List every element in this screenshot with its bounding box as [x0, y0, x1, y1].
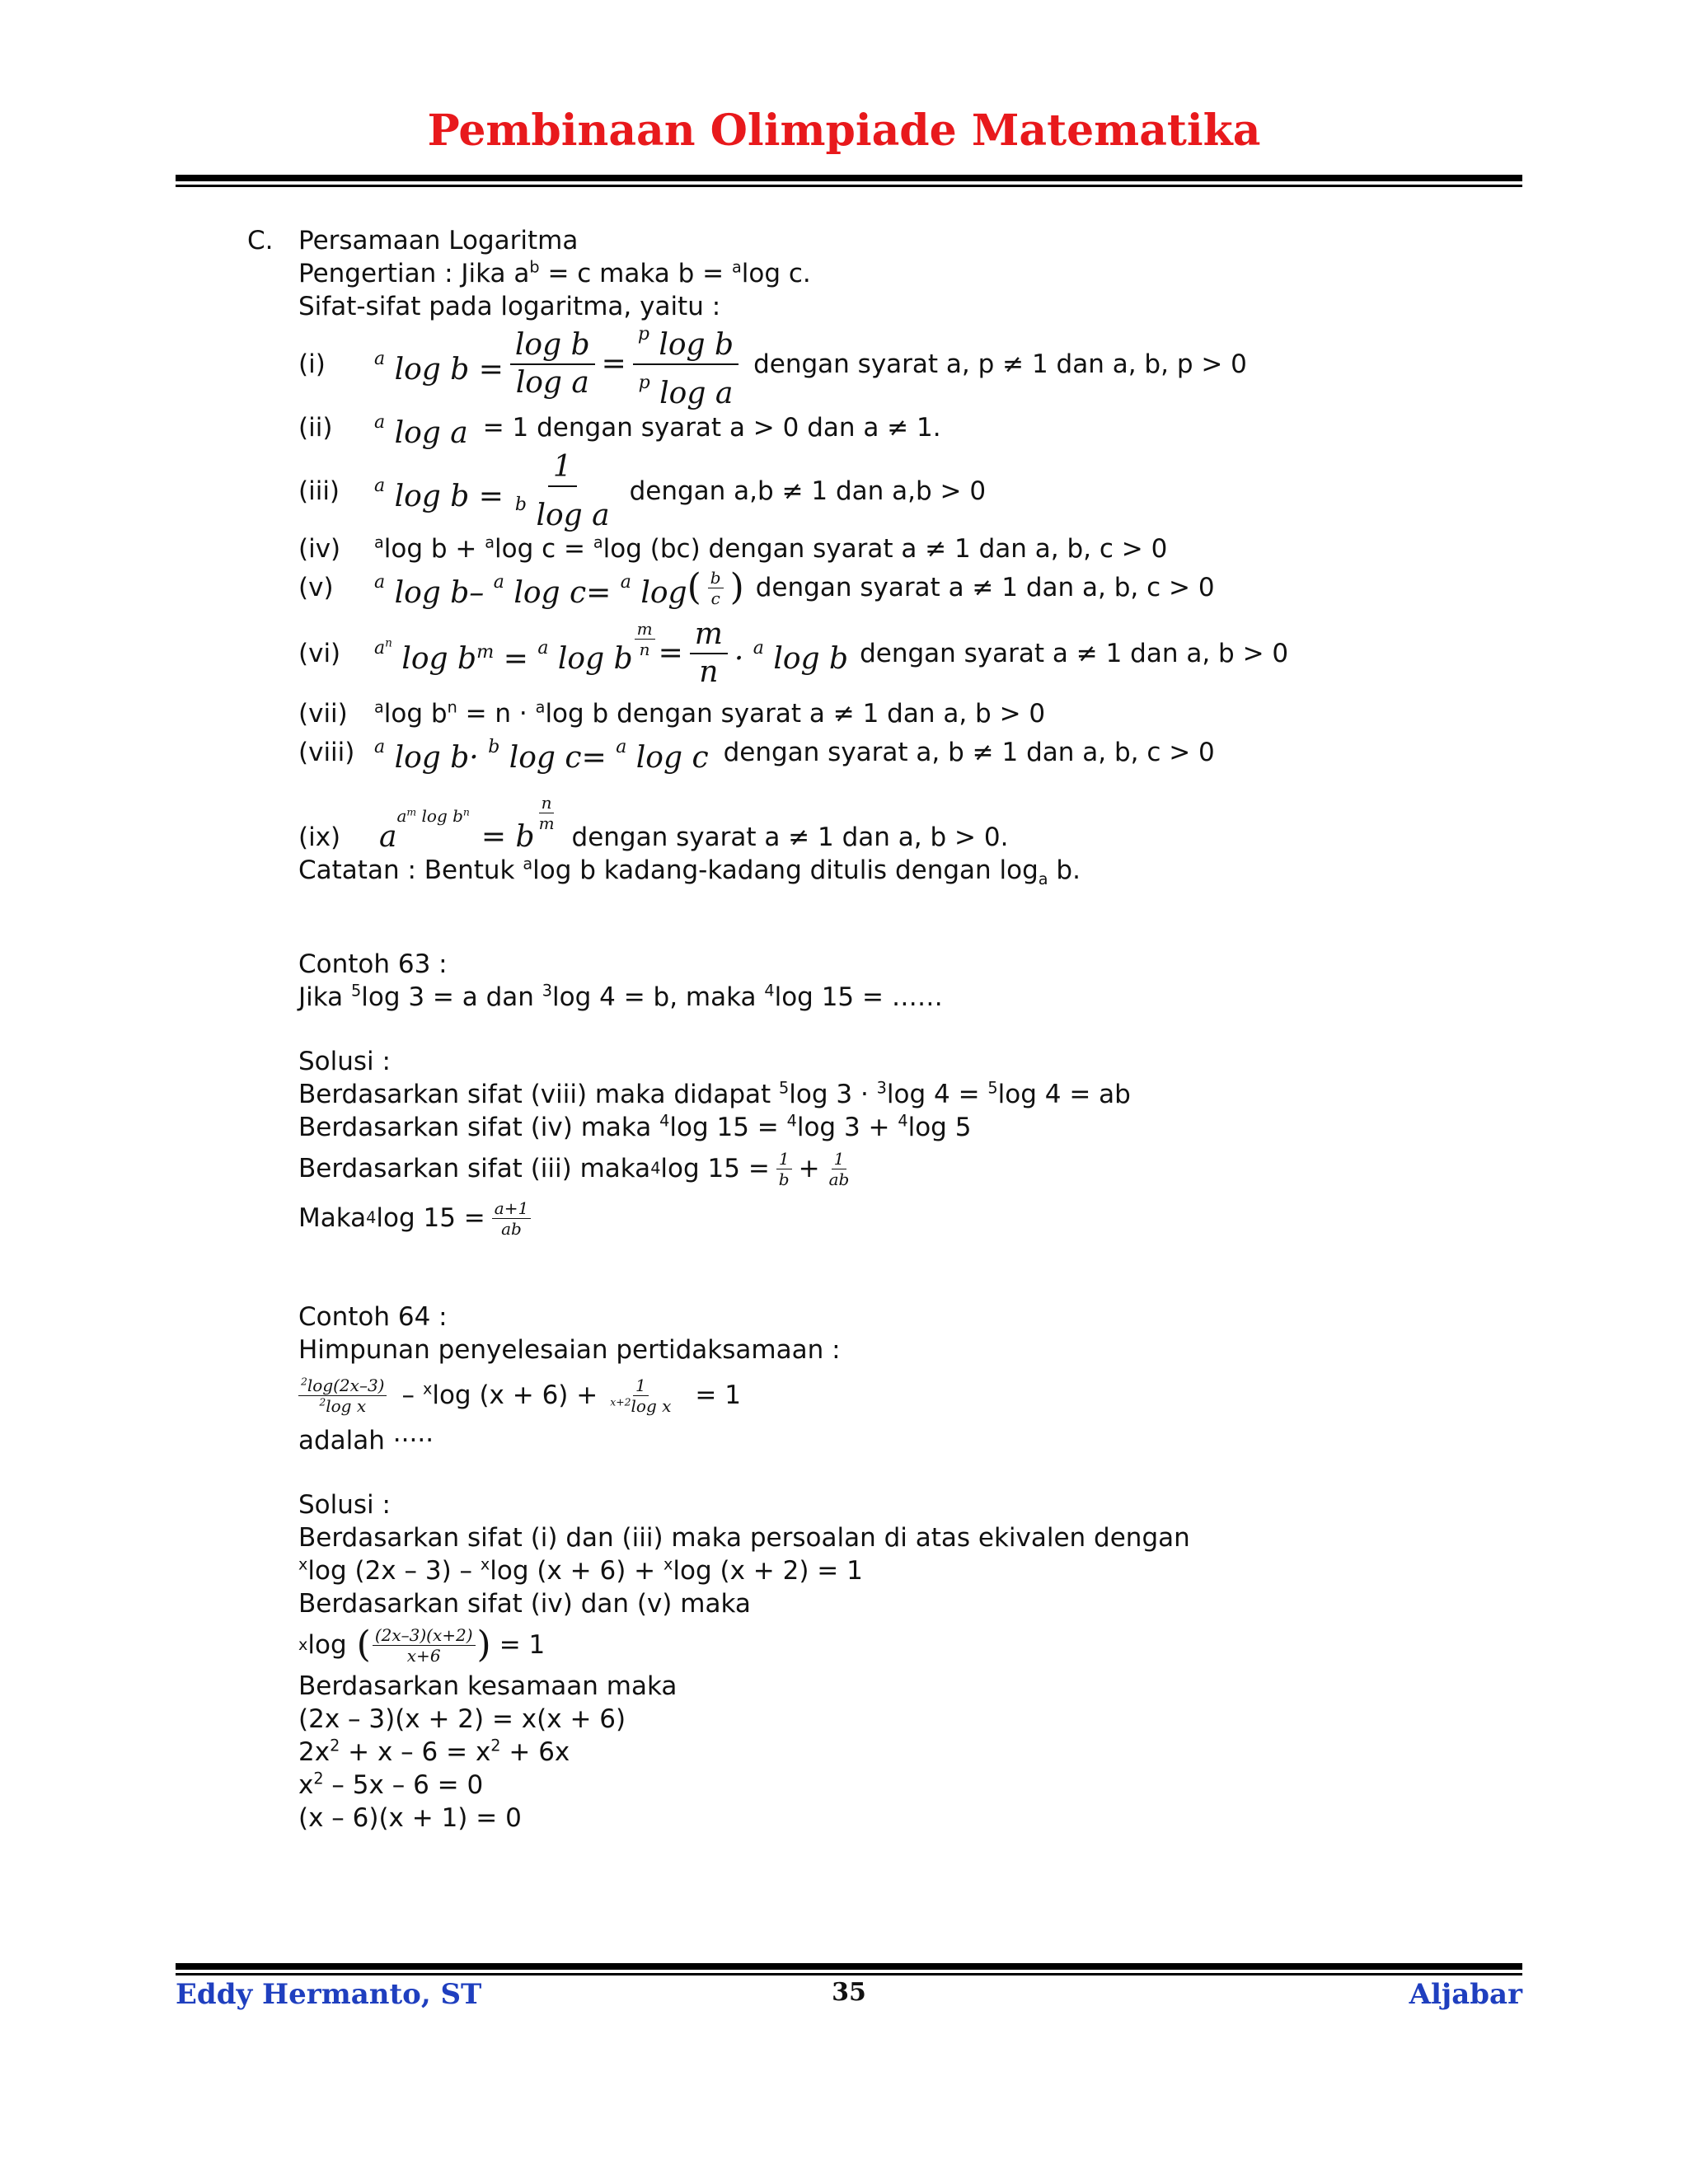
page-header-title: Pembinaan Olimpiade Matematika: [427, 105, 1261, 156]
example-63-title: Contoh 63 :: [298, 949, 448, 979]
example-63-result: Maka 4 log 15 = $\frac{a+1}{ab}$: [247, 1193, 1533, 1243]
example-64-title: Contoh 64 :: [298, 1302, 448, 1332]
note-line: Catatan : Bentuk $^a$log b kadang-kadang ditulis dengan $\log_a b$.: [298, 854, 1081, 889]
example-64-question: Himpunan penyelesaian pertidaksamaan :: [298, 1335, 841, 1365]
footer-subject: Aljabar: [1409, 1978, 1522, 2011]
properties-intro: Sifat-sifat pada logaritma, yaitu :: [298, 292, 721, 321]
property-ii: (ii) $^a$ log a = 1 dengan syarat a > 0 dan a ≠ 1.: [298, 411, 941, 450]
example-64-solution-label: Solusi :: [298, 1490, 391, 1520]
section-heading: C. Persamaan Logaritma: [247, 226, 579, 255]
example-64-step-1: Berdasarkan sifat (i) dan (iii) maka persoalan di atas ekivalen dengan: [298, 1523, 1190, 1553]
property-iv: (iv) $^a$log b + $^a$log c = $^a$log (bc) dengan syarat a ≠ 1 dan a, b, c > 0: [298, 532, 1168, 564]
example-64-step-5: Berdasarkan kesamaan maka: [298, 1671, 678, 1701]
example-64-step-3: Berdasarkan sifat (iv) dan (v) maka: [298, 1589, 751, 1619]
example-63-question: Jika $^5$log 3 = a dan $^3$log 4 = b, maka $^4$log 15 = ……: [298, 981, 943, 1012]
footer-page-number: 35: [832, 1978, 866, 2007]
property-viii: (viii) $^a$ log b· $^b$ log c= $^a$ log c dengan syarat a, b ≠ 1 dan a, b, c > 0: [298, 736, 1215, 775]
property-vii: (vii) $^a$log $b^n = n \cdot ^a\log$ b dengan syarat a ≠ 1 dan a, b > 0: [298, 697, 1046, 729]
main-content: [247, 224, 1533, 1835]
example-63-step-3: Berdasarkan sifat (iii) maka 4 log 15 = $\frac{1}{b}$ + $\frac{1}{ab}$: [298, 1148, 850, 1189]
example-64-step-9: (x – 6)(x + 1) = 0: [298, 1803, 522, 1833]
definition-line: Pengertian : Jika $a^b = c$ maka b = $^a$log c.: [298, 257, 811, 288]
footer-rule-thick: [176, 1963, 1522, 1970]
property-iii: (iii) $^a$ log b = $\frac{1}{^b \log a}$ dengan a,b ≠ 1 dan a,b > 0: [298, 449, 987, 532]
footer-author: Eddy Hermanto, ST: [176, 1978, 482, 2011]
example-64-step-6: (2x – 3)(x + 2) = x(x + 6): [298, 1704, 626, 1734]
example-64-equation: $\frac{^2\log(2x-3)}{^2\log x}$ – $^x$log (x + 6) + $\frac{1}{^{x+2}\log x}$ = 1: [247, 1366, 1533, 1424]
example-64-step-4: x log ( $\frac{(2x-3)(x+2)}{x+6}$ ) = 1: [298, 1624, 546, 1666]
example-64-step-2: $^x$log (2x – 3) – $^x$log (x + 6) + $^x$log (x + 2) = 1: [298, 1554, 863, 1586]
property-v: (v) $^a$ log b– $^a$ log c= $^a$ log ( $\frac{b}{c}$ ) dengan syarat a ≠ 1 dan a, b, c > 0: [298, 566, 1215, 610]
example-64-step-7: $2x^2 + x - 6 = x^2 + 6x$: [298, 1736, 570, 1767]
example-63-step-1: Berdasarkan sifat (viii) maka didapat $^5$log 3 · $^3$log 4 = $^5$log 4 = ab: [298, 1078, 1131, 1109]
header-rule-thick: [176, 175, 1522, 181]
example-63-solution-label: Solusi :: [298, 1047, 391, 1076]
property-vi: (vi) $^{a^n}$ $\log b^m = ^a$ log b $\frac{m}{n}$ = $\frac{m}{n}$ · $^a$ log b dengan syarat a ≠ 1 dan a, b > 0: [298, 617, 1289, 689]
example-64-adalah: adalah ·····: [298, 1426, 434, 1455]
example-64-step-8: $x^2 - 5x - 6 = 0$: [298, 1769, 484, 1800]
property-i: (i) $^a$ log b = $\frac{\text{log b}}{\text{log a}}$ = $\frac{^p \log b}{^p \log a}$ dengan syarat a, p ≠ 1 dan a, b, p > 0: [247, 326, 1533, 402]
header-rule-thin: [176, 185, 1522, 187]
example-63-step-2: Berdasarkan sifat (iv) maka $^4$log 15 = $^4$log 3 + $^4$log 5: [298, 1111, 972, 1142]
property-ix: (ix) a $a^m$ $\log b^n$ = b $\frac{n}{m}$ dengan syarat a ≠ 1 dan a, b > 0.: [298, 793, 1009, 854]
footer-rule-thin: [176, 1973, 1522, 1975]
